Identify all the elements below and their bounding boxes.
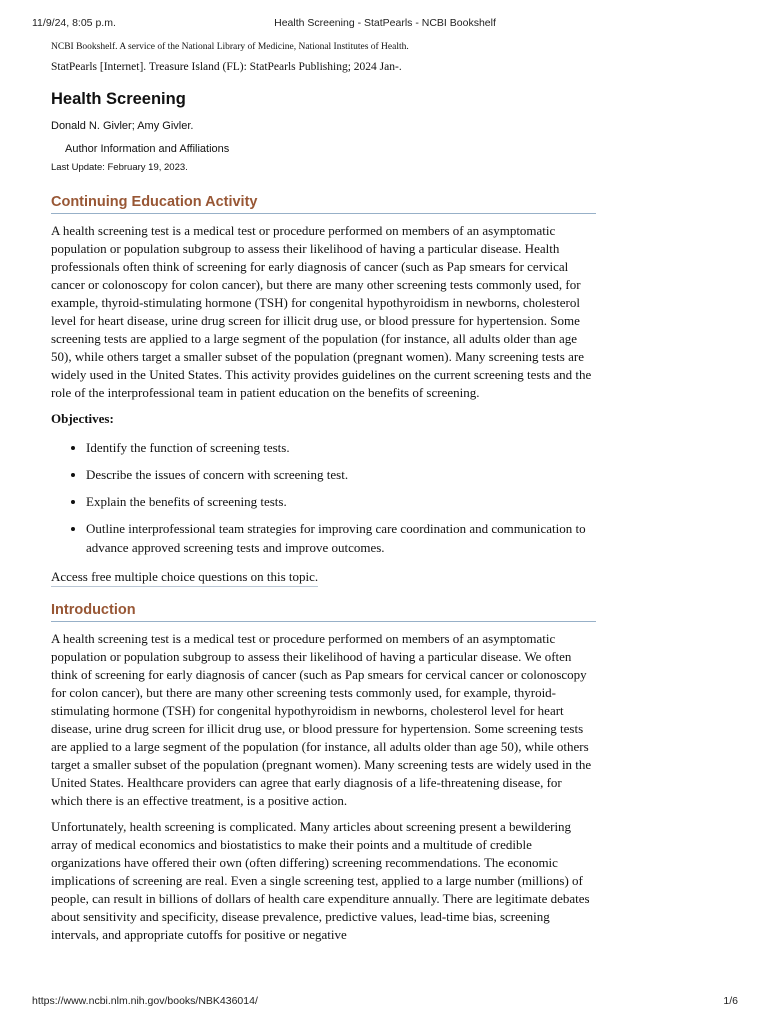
last-update: Last Update: February 19, 2023. [51,162,188,173]
objectives-label: Objectives: [51,411,114,426]
introduction-paragraph: A health screening test is a medical test or procedure performed on members of an asymptomatic population or population subgroup to assess their likelihood of having a particular disease. We often think of screening for early diagnosis of cancer (such as Pap smears for cervical cancer or colonoscopy for colon cancer), but there are many other screening tests commonly used, for example, thyroid-stimulating hormone (TSH) for congenital hypothyroidism in newborns, cholesterol level for heart disease, urine drug screen for illicit drug use, or blood pressure for hypertension. Some screening tests are applied to a large segment of the population (for instance, all adults older than age 50), while others target a smaller subset of the population (pregnant women). Many screening tests are widely used in the United States. Healthcare providers can agree that early diagnosis of a life-threatening disease, for which there is an effective treatment, is a positive action. [51,631,592,808]
objective-item: • Explain the benefits of screening tests. [86,493,596,512]
author-affiliations-link[interactable]: Author Information and Affiliations [65,143,230,155]
citation: StatPearls [Internet]. Treasure Island (FL): StatPearls Publishing; 2024 Jan-. [51,61,402,73]
article [51,40,596,952]
bookshelf-note: NCBI Bookshelf. A service of the National Library of Medicine, National Institutes of Health. [51,42,409,52]
objectives-list [51,439,596,557]
print-footer [32,995,738,1009]
authors: Donald N. Givler; Amy Givler. [51,120,194,132]
objective-item: • Identify the function of screening tests. [86,439,596,458]
objective-item: • Describe the issues of concern with screening test. [86,466,596,485]
section-heading-ce-activity: Continuing Education Activity [51,193,596,214]
print-datetime: 11/9/24, 8:05 p.m. [32,17,116,29]
introduction-paragraph: Unfortunately, health screening is complicated. Many articles about screening present a bewildering array of medical economics and biostatistics to make their points and a multitude of credible organizations have offered their own (often differing) screening recommendations. The economic implications of screening are real. Even a single screening test, applied to a large number (millions) of people, can result in billions of dollars of health care expenditure annually. There are legitimate debates about sensitivity and specificity, disease prevalence, predictive values, lead-time bias, screening intervals, and appropriate cutoffs for positive or negative [51,819,590,942]
ce-activity-paragraph: A health screening test is a medical test or procedure performed on members of an asymptomatic population or population subgroup to assess their likelihood of having a particular disease. Health professionals often think of screening for early diagnosis of cancer (such as Pap smears for cervical cancer or colonoscopy for colon cancer), but there are many other screening tests commonly used, for example, thyroid-stimulating hormone (TSH) for congenital hypothyroidism in newborns, cholesterol level for heart disease, urine drug screen for illicit drug use, or blood pressure for hypertension. Some screening tests are applied to a large segment of the population (for instance, all adults older than age 50), while others target a smaller subset of the population (pregnant women). Many screening tests are widely used in the United States. This activity provides guidelines on the current screening tests and the role of the interprofessional team in patient education on the benefits of screening. [51,223,592,400]
print-url: https://www.ncbi.nlm.nih.gov/books/NBK436014/ [32,995,258,1007]
print-header [32,17,738,31]
print-page-title: Health Screening - StatPearls - NCBI Bookshelf [274,17,496,29]
section-heading-introduction: Introduction [51,601,596,622]
objective-item: • Outline interprofessional team strategies for improving care coordination and communication to advance approved screening tests and improve outcomes. [86,520,596,557]
print-page-number: 1/6 [723,995,738,1007]
page-title: Health Screening [51,90,186,108]
access-questions-link[interactable]: Access free multiple choice questions on this topic. [51,568,318,587]
